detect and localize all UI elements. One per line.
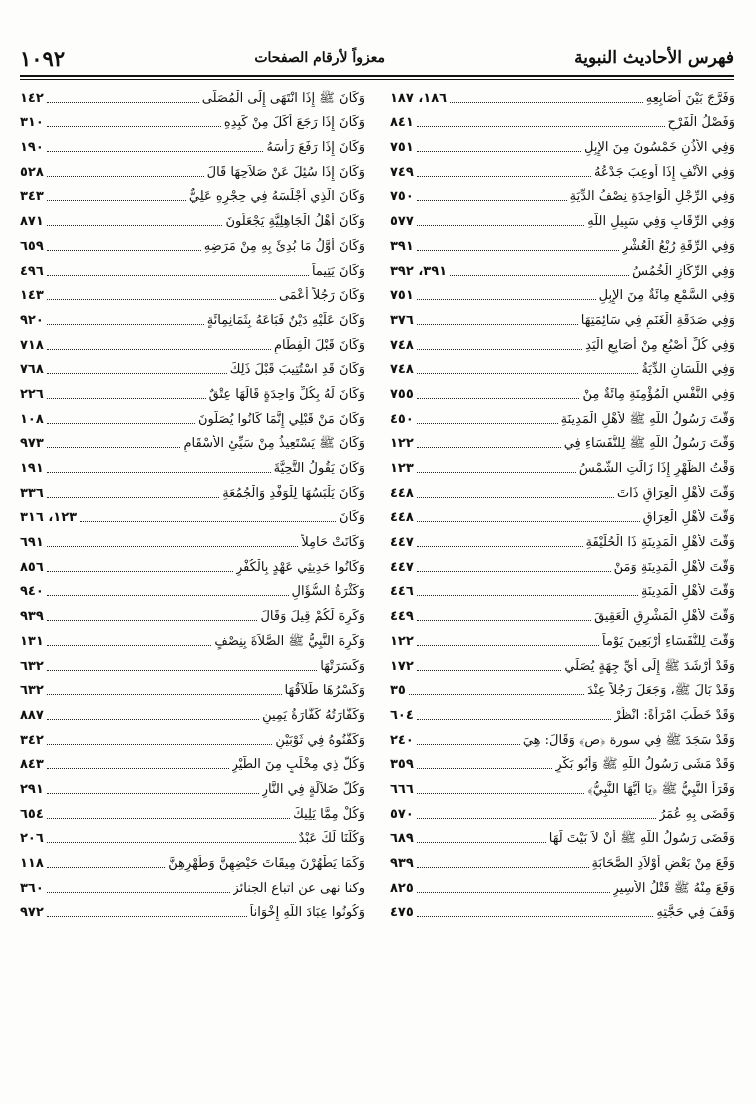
page-reference: ٤٤٦ <box>390 584 414 600</box>
index-entry <box>20 652 365 677</box>
index-entry <box>20 553 365 578</box>
hadith-text: وَقَدْ بَالَ ﷺ، وَجَعَلَ رَجُلاً عِنْدَ <box>587 683 735 699</box>
dot-leader <box>450 101 643 103</box>
page-reference: ٥٧٠ <box>390 806 414 822</box>
dot-leader <box>417 718 611 720</box>
page-reference: ٧٦٨ <box>20 362 44 378</box>
page-reference: ٤٩٦ <box>20 263 44 279</box>
hadith-text: وَفِي الرِّقَةِ رُبْعُ الْعُشْرِ <box>621 238 735 254</box>
hadith-text: وَقَضَى رَسُولُ اللَّهِ ﷺ أَنْ لاَ بَيْتَ لَهَا <box>548 831 735 847</box>
dot-leader <box>417 249 619 251</box>
dot-leader <box>47 446 181 448</box>
dot-leader <box>417 669 562 671</box>
hadith-text: وَقَّتَ لأَهْلِ الْمَشْرِقِ الْعَقِيقَ <box>594 609 735 625</box>
dot-leader <box>47 298 276 300</box>
hadith-text: وَكَفَّارَتُهُ كَفَّارَةُ يَمِينٍ <box>262 707 365 723</box>
dot-leader <box>47 644 212 646</box>
index-entry <box>20 356 365 381</box>
page-reference: ٧٤٨ <box>390 337 414 353</box>
index-entry <box>20 849 365 874</box>
header-subtitle: معزواً لأرقام الصفحات <box>254 50 385 66</box>
dot-leader <box>417 841 546 843</box>
hadith-text: وَكَانَ أَوَّلُ مَا بُدِئَ بِهِ مِنْ مَرَضِهِ <box>203 238 365 254</box>
dot-leader <box>47 915 247 917</box>
page-reference: ٩٢٠ <box>20 312 44 328</box>
hadith-text: وَكُلُّ ذِي مِخْلَبٍ مِنَ الطَّيْرِ <box>231 757 365 773</box>
dot-leader <box>417 199 567 201</box>
dot-leader <box>47 743 273 745</box>
index-entry <box>390 726 735 751</box>
hadith-text: وَقْتُ الظُّهْرِ إِذَا زَالَتِ الشَّمْسُ <box>578 461 735 476</box>
page-reference: ٣٩١ <box>390 238 414 254</box>
page-reference: ٧٥٥ <box>390 386 414 402</box>
index-entry <box>390 430 735 455</box>
hadith-text: وَكَانَ لَهُ بِكُلِّ وَاحِدَةٍ قَالَهَا عِتْقٌ <box>208 386 365 402</box>
index-entry <box>20 133 365 158</box>
index-entry <box>20 751 365 776</box>
dot-leader <box>47 570 233 572</box>
index-entry <box>390 899 735 924</box>
index-entry <box>20 504 365 529</box>
dot-leader <box>47 891 230 893</box>
dot-leader <box>409 693 584 695</box>
page-reference: ٦٣٢ <box>20 683 44 699</box>
page-reference: ٤٤٩ <box>390 609 414 625</box>
dot-leader <box>417 570 611 572</box>
dot-leader <box>47 422 195 424</box>
dot-leader <box>417 323 578 325</box>
page-reference: ٥٧٧ <box>390 214 414 230</box>
hadith-text: وَقَعَ مِنْهُ ﷺ قَتْلُ الأَسِيرِ <box>612 880 735 896</box>
page-reference: ٧٥٠ <box>390 189 414 205</box>
page-reference: ٣٤٣ <box>20 189 44 205</box>
page-reference: ٨٤١ <box>390 115 414 131</box>
index-entry <box>20 677 365 702</box>
hadith-text: وَكَانَ إِذَا رَفَعَ رَأْسَهُ <box>266 140 365 156</box>
index-entry <box>390 751 735 776</box>
hadith-text: وَكَانَ <box>339 510 365 526</box>
index-entry <box>20 578 365 603</box>
index-entry <box>390 479 735 504</box>
dot-leader <box>47 150 264 152</box>
hadith-text: وَكَرِهَ لَكُمْ قِيلَ وَقَالَ <box>260 609 365 625</box>
page-reference: ٧٥١ <box>390 288 414 304</box>
index-entry <box>390 207 735 232</box>
hadith-text: وَكَانَتْ حَامِلاً <box>301 535 365 551</box>
dot-leader <box>47 471 271 473</box>
index-entry <box>20 775 365 800</box>
hadith-text: وَكَانَ قَدِ اسْتُتِيبَ قَبْلَ ذَلِكَ <box>229 362 365 378</box>
page-reference: ٦٦٦ <box>390 781 414 797</box>
hadith-text: وَفِي صَدَقَةِ الْغَنَمِ فِي سَائِمَتِهَا <box>580 312 735 328</box>
dot-leader <box>47 175 204 177</box>
page-reference: ٣١٠ <box>20 115 44 131</box>
hadith-text: وَكَانَ رَجُلاً أَعْمَى <box>278 288 365 304</box>
hadith-text: وَقَعَ مِنْ بَعْضِ أَوْلاَدِ الصَّحَابَةِ <box>591 856 735 871</box>
page-number: ١٠٩٢ <box>20 45 66 71</box>
dot-leader <box>47 594 289 596</box>
dot-leader <box>47 693 282 695</box>
index-entry <box>390 380 735 405</box>
page-reference: ٩٤٠ <box>20 584 44 600</box>
index-entry <box>20 627 365 652</box>
hadith-text: وَكَانَ إِذَا رَجَعَ أَكَلَ مِنْ كَبِدِهِ <box>223 115 365 131</box>
page-reference: ٣٥ <box>390 683 406 699</box>
dot-leader <box>417 348 582 350</box>
hadith-text: وَكَانَ يَقُولُ التَّحِيَّةَ <box>273 461 365 476</box>
hadith-text: وَقَدْ خَطَبَ امْرَأَةً: انْظُرْ <box>614 707 735 723</box>
dot-leader <box>47 224 223 226</box>
index-entry <box>390 553 735 578</box>
header-title: فهرس الأحاديث النبوية <box>574 48 734 68</box>
dot-leader <box>417 817 656 819</box>
index-entry <box>20 874 365 899</box>
index-entry <box>390 109 735 134</box>
index-entry <box>390 775 735 800</box>
page-reference: ١٣١ <box>20 633 44 649</box>
hadith-text: وَكَانُوا حَدِيثِي عَهْدٍ بِالْكُفْرِ <box>235 559 365 575</box>
dot-leader <box>417 644 599 646</box>
header-rule <box>20 75 734 77</box>
index-entry <box>390 677 735 702</box>
hadith-text: وَقَدْ مَشَى رَسُولُ اللَّهِ ﷺ وَأَبُو بَكْرٍ <box>555 757 735 773</box>
dot-leader <box>417 471 576 473</box>
index-entry <box>390 282 735 307</box>
page-reference: ٧٥١ <box>390 140 414 156</box>
dot-leader <box>47 718 259 720</box>
page-reference: ٦٠٤ <box>390 707 414 723</box>
dot-leader <box>417 150 581 152</box>
dot-leader <box>417 496 614 498</box>
hadith-text: وَكَانَ الَّذِي أَجْلَسَهُ فِي حِجْرِهِ عَلِيٌّ <box>188 189 365 205</box>
page-header <box>20 44 734 72</box>
page-reference: ١٠٨ <box>20 411 44 427</box>
page-reference: ٣٣٦ <box>20 485 44 501</box>
hadith-text: وَكَانَ إِذَا سُئِلَ عَنْ صَلاَحِهَا قَالَ <box>206 164 365 180</box>
index-entry <box>390 849 735 874</box>
index-entry <box>390 578 735 603</box>
hadith-text: وَكَانَ ﷺ إِذَا انْتَهَى إِلَى الْمُصَلَّى <box>201 90 365 106</box>
dot-leader <box>47 125 221 127</box>
index-entry <box>390 133 735 158</box>
dot-leader <box>47 841 296 843</box>
hadith-text: وَفَصْلُ الْفَرْحِ <box>667 115 735 131</box>
hadith-text: وَفِي اللِّسَانِ الدِّيَةُ <box>641 362 735 378</box>
hadith-text: وَفِي كُلِّ أُصْبُعٍ مِنْ أَصَابِعِ الْيَدِ <box>585 337 735 353</box>
hadith-text: وَقَدْ أَرْشَدَ ﷺ إِلَى أَيِّ جِهَةٍ يُصَلِّي <box>564 658 735 674</box>
index-entry <box>20 158 365 183</box>
dot-leader <box>417 891 610 893</box>
index-entry <box>20 331 365 356</box>
hadith-text: وَفَرَّجَ بَيْنَ أَصَابِعِهِ <box>645 90 735 106</box>
page-reference: ٣٩١، ٣٩٢ <box>390 263 448 279</box>
dot-leader <box>47 817 290 819</box>
hadith-text: وَفِي النَّفْسِ الْمُؤْمِنَةِ مِائَةٌ مِنْ <box>582 386 735 402</box>
dot-leader <box>417 397 580 399</box>
page-reference: ١١٨ <box>20 856 44 871</box>
dot-leader <box>47 496 219 498</box>
hadith-text: وَفِي السَّمْعِ مِائَةٌ مِنَ الإِبِلِ <box>598 288 735 304</box>
page-reference: ٤٤٧ <box>390 559 414 575</box>
dot-leader <box>47 767 229 769</box>
hadith-text: وَقَّتَ لأَهْلِ الْعِرَاقِ ذَاتَ <box>616 485 735 501</box>
dot-leader <box>47 372 227 374</box>
hadith-text: وَكَفَّنُوهُ فِي ثَوْبَيْنِ <box>275 732 365 748</box>
page-reference: ٢٠٦ <box>20 831 44 847</box>
hadith-text: وَقَّتَ لأَهْلِ الْعِرَاقِ <box>642 510 735 526</box>
dot-leader <box>417 866 589 868</box>
hadith-text: وَقَّتَ لأَهْلِ الْمَدِينَةِ ذَا الْحُلَيْفَةِ <box>585 535 735 551</box>
index-entry <box>390 528 735 553</box>
dot-leader <box>80 520 336 522</box>
index-entry <box>390 874 735 899</box>
dot-leader <box>417 446 561 448</box>
dot-leader <box>417 594 638 596</box>
hadith-text: وَكَسَرَتْهَا <box>320 658 365 674</box>
index-entry <box>20 430 365 455</box>
index-entry <box>390 652 735 677</box>
index-entry <box>390 158 735 183</box>
hadith-text: وَقَّتَ رَسُولُ اللَّهِ ﷺ لِلنُّفَسَاءِ فِي <box>563 436 735 452</box>
page-reference: ٩٣٩ <box>20 609 44 625</box>
dot-leader <box>47 397 206 399</box>
page-reference: ٤٥٠ <box>390 411 414 427</box>
index-entry <box>20 825 365 850</box>
index-entry <box>20 405 365 430</box>
index-entry <box>390 800 735 825</box>
page-reference: ٩٧٢ <box>20 905 44 921</box>
header-rule-thin <box>20 79 734 80</box>
page-reference: ٩٧٣ <box>20 436 44 452</box>
hadith-text: وَقَرَأَ النَّبِيُّ ﷺ ﴿يَا أَيُّهَا النَّبِيُّ﴾ <box>587 781 735 797</box>
dot-leader <box>417 175 591 177</box>
page-reference: ٧١٨ <box>20 337 44 353</box>
index-entry <box>390 405 735 430</box>
page-reference: ٦٣٢ <box>20 658 44 674</box>
index-entry <box>390 257 735 282</box>
dot-leader <box>47 619 258 621</box>
dot-leader <box>417 125 665 127</box>
dot-leader <box>417 619 591 621</box>
index-entry <box>20 380 365 405</box>
page-reference: ٣٦٠ <box>20 880 44 896</box>
page-reference: ٣٧٦ <box>390 312 414 328</box>
dot-leader <box>47 249 201 251</box>
dot-leader <box>417 915 654 917</box>
page-reference: ٦٨٩ <box>390 831 414 847</box>
index-entry <box>20 183 365 208</box>
dot-leader <box>417 224 584 226</box>
hadith-text: وَكُلُّنَا لَكَ عَبْدٌ <box>298 831 365 847</box>
index-entry <box>390 84 735 109</box>
dot-leader <box>417 372 639 374</box>
index-entry <box>20 306 365 331</box>
dot-leader <box>47 348 271 350</box>
dot-leader <box>47 101 199 103</box>
page-reference: ٧٤٨ <box>390 362 414 378</box>
index-entry <box>20 257 365 282</box>
page-reference: ٥٢٨ <box>20 164 44 180</box>
dot-leader <box>47 866 165 868</box>
index-entry <box>390 602 735 627</box>
page-reference: ١٧٢ <box>390 658 414 674</box>
hadith-text: وَكُلُّ ضَلاَلَةٍ فِي النَّارِ <box>261 781 365 797</box>
index-entry <box>390 701 735 726</box>
page-reference: ٤٤٨ <box>390 485 414 501</box>
dot-leader <box>417 422 558 424</box>
page-reference: ٨٧١ <box>20 214 44 230</box>
page-reference: ١٤٢ <box>20 90 44 106</box>
hadith-text: وَكَسْرُهَا طَلاَقُهَا <box>284 683 365 699</box>
hadith-text: وَكَثْرَةُ السُّؤَالِ <box>291 584 365 600</box>
index-entry <box>390 183 735 208</box>
page-reference: ٦٥٤ <box>20 806 44 822</box>
hadith-text: وَفِي الرِّكَازِ الْخُمُسُ <box>632 263 735 279</box>
page-reference: ١٢٣، ٣١٦ <box>20 510 78 526</box>
page-reference: ١٩٠ <box>20 140 44 156</box>
hadith-text: وَفِي الأُذُنِ خَمْسُونَ مِنَ الإِبِلِ <box>584 140 735 156</box>
dot-leader <box>417 743 520 745</box>
index-entry <box>20 232 365 257</box>
page-reference: ٣٥٩ <box>390 757 414 773</box>
index-column-right <box>390 84 735 923</box>
hadith-text: وَقَفَ فِي حَجَّتِهِ <box>656 905 735 921</box>
page-reference: ٦٥٩ <box>20 238 44 254</box>
page-reference: ٩٣٩ <box>390 856 414 871</box>
page-reference: ٧٤٩ <box>390 164 414 180</box>
index-entry <box>20 528 365 553</box>
page-reference: ١٨٦، ١٨٧ <box>390 90 448 106</box>
dot-leader <box>450 274 629 276</box>
hadith-text: وَفِي الرِّقَابِ وَفِي سَبِيلِ اللَّهِ <box>587 214 735 230</box>
hadith-text: وَكَانَ مَنْ قَبْلِي إِنَّمَا كَانُوا يُصَلُّونَ <box>197 411 365 427</box>
hadith-text: وَقَّتَ رَسُولُ اللَّهِ ﷺ لأَهْلِ الْمَدِينَةِ <box>560 411 735 427</box>
index-entry <box>390 232 735 257</box>
index-entry <box>390 627 735 652</box>
dot-leader <box>417 545 583 547</box>
page-reference: ٨٥٦ <box>20 559 44 575</box>
hadith-text: وَكَرِهَ النَّبِيُّ ﷺ الصَّلاَةَ بِنِصْفٍ <box>214 633 365 649</box>
dot-leader <box>47 669 317 671</box>
hadith-text: وَفِي الأَنْفِ إِذَا أُوعِبَ جَدْعُهُ <box>594 164 735 180</box>
index-entry <box>20 726 365 751</box>
index-entry <box>390 825 735 850</box>
index-entry <box>20 282 365 307</box>
hadith-text: وَكَانَ عَلَيْهِ دَيْنٌ فَبَاعَهُ بِثَمَانِمِائَةٍ <box>206 312 365 328</box>
page-reference: ٤٤٨ <box>390 510 414 526</box>
index-entry <box>390 306 735 331</box>
hadith-text: وَقَدْ سَجَدَ ﷺ فِي سورة ﴿ص﴾ وَقَالَ: هِيَ <box>522 732 735 748</box>
dot-leader <box>47 323 204 325</box>
hadith-text: وَكَانَ قَبْلَ الْفِطَامِ <box>273 337 365 353</box>
hadith-text: وَقَّتَ لأَهْلِ الْمَدِينَةِ <box>640 584 735 600</box>
hadith-text: وَقَضَى بِهِ عُمَرُ <box>659 806 735 822</box>
hadith-text: وَكَانَ يَلْبَسُهَا لِلْوَفْدِ وَالْجُمُعَةِ <box>222 485 365 501</box>
index-entry <box>20 800 365 825</box>
index-entry <box>20 207 365 232</box>
page-reference: ٦٩١ <box>20 535 44 551</box>
index-entry <box>20 899 365 924</box>
index-column-left <box>20 84 365 923</box>
dot-leader <box>417 298 596 300</box>
index-entry <box>390 331 735 356</box>
page-reference: ٤٤٧ <box>390 535 414 551</box>
page-reference: ٢٩١ <box>20 781 44 797</box>
index-entry <box>20 479 365 504</box>
hadith-text: وَكُونُوا عِبَادَ اللَّهِ إِخْوَاناً <box>249 905 365 921</box>
dot-leader <box>417 520 640 522</box>
dot-leader <box>417 767 553 769</box>
index-entry <box>20 602 365 627</box>
hadith-text: وَفِي الرِّجْلِ الْوَاحِدَةِ نِصْفُ الدِّيَةِ <box>569 189 735 205</box>
dot-leader <box>47 545 299 547</box>
dot-leader <box>47 792 259 794</box>
page-reference: ١٤٣ <box>20 288 44 304</box>
index-entry <box>390 454 735 479</box>
hadith-text: وَكَانَ أَهْلُ الْجَاهِلِيَّةِ يَجْعَلُونَ <box>225 214 365 230</box>
page-reference: ١٢٣ <box>390 461 414 476</box>
page-reference: ١٢٢ <box>390 633 414 649</box>
page-reference: ١٢٢ <box>390 436 414 452</box>
page-reference: ٢٢٦ <box>20 386 44 402</box>
page-reference: ٣٤٢ <box>20 732 44 748</box>
hadith-text: وَقَّتَ لِلنُّفَسَاءِ أَرْبَعِينَ يَوْماً <box>602 633 735 649</box>
index-entry <box>20 454 365 479</box>
hadith-text: وَكُلْ مِمَّا يَلِيكَ <box>293 806 365 822</box>
page-reference: ٢٤٠ <box>390 732 414 748</box>
index-entry <box>20 84 365 109</box>
page-reference: ٨٤٣ <box>20 757 44 773</box>
hadith-text: وَكَانَ ﷺ يَسْتَعِيذُ مِنْ سَيِّئِ الأَسْقَامِ <box>183 436 365 452</box>
page-reference: ٤٧٥ <box>390 905 414 921</box>
page-reference: ٨٢٥ <box>390 880 414 896</box>
hadith-text: وَكَانَ يَتِيماً <box>311 263 365 279</box>
hadith-text: وَكَمَا يَطْهُرْنَ مِيقَاتَ حَيْضِهِنَّ وَطُهْرِهِنَّ <box>168 856 365 871</box>
index-entry <box>20 109 365 134</box>
dot-leader <box>47 274 309 276</box>
index-entry <box>390 504 735 529</box>
hadith-text: وَقَّتَ لأَهْلِ الْمَدِينَةِ وَمَنْ <box>613 559 735 575</box>
index-entry <box>20 701 365 726</box>
hadith-text: وكنا نهى عن اتباع الجنائز <box>232 880 365 896</box>
page-reference: ٨٨٧ <box>20 707 44 723</box>
index-entry <box>390 356 735 381</box>
dot-leader <box>417 792 585 794</box>
dot-leader <box>47 199 186 201</box>
page-reference: ١٩١ <box>20 461 44 476</box>
